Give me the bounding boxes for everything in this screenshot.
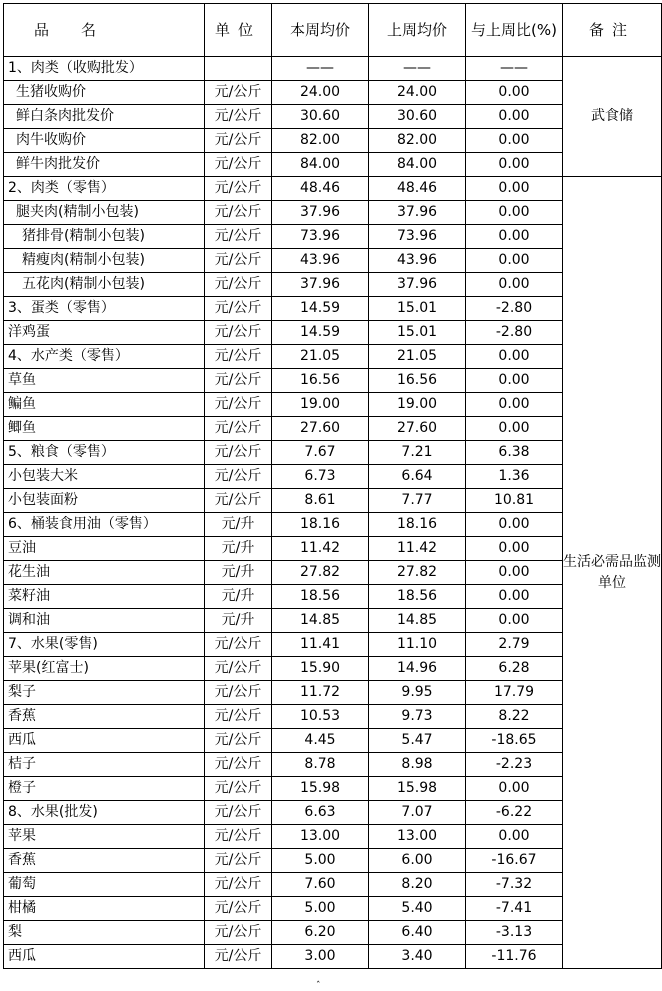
row-this-week: 15.90 [272,657,369,681]
row-name: 苹果(红富士) [4,657,205,681]
table-header [4,4,662,57]
row-last-week: 14.85 [369,609,466,633]
row-compare: -16.67 [466,849,563,873]
row-compare: 6.28 [466,657,563,681]
row-name: 橙子 [4,777,205,801]
header-row [4,4,662,57]
row-last-week: 82.00 [369,129,466,153]
row-name: 腿夹肉(精制小包装) [4,201,205,225]
row-compare: -18.65 [466,729,563,753]
row-this-week: 7.60 [272,873,369,897]
row-this-week: 18.56 [272,585,369,609]
row-name: 8、水果(批发) [4,801,205,825]
row-this-week: 27.82 [272,561,369,585]
row-compare: 6.38 [466,441,563,465]
row-this-week: 24.00 [272,81,369,105]
row-compare: 17.79 [466,681,563,705]
row-name: 豆油 [4,537,205,561]
table-row [4,57,662,81]
row-compare: -7.41 [466,897,563,921]
row-unit: 元/升 [205,561,272,585]
row-last-week: 15.98 [369,777,466,801]
row-name: 香蕉 [4,705,205,729]
row-last-week: 37.96 [369,201,466,225]
row-compare: 0.00 [466,585,563,609]
row-compare: 0.00 [466,369,563,393]
row-this-week: 6.63 [272,801,369,825]
row-name: 菜籽油 [4,585,205,609]
row-unit: 元/公斤 [205,441,272,465]
row-unit: 元/公斤 [205,633,272,657]
row-last-week: 84.00 [369,153,466,177]
row-compare: 0.00 [466,609,563,633]
row-unit: 元/公斤 [205,801,272,825]
row-name: 4、水产类（零售） [4,345,205,369]
row-unit: 元/公斤 [205,177,272,201]
row-compare: 0.00 [466,393,563,417]
row-compare: 1.36 [466,465,563,489]
row-compare: 0.00 [466,105,563,129]
row-last-week: 13.00 [369,825,466,849]
row-compare: 0.00 [466,513,563,537]
row-this-week: 48.46 [272,177,369,201]
row-name: 鲜白条肉批发价 [4,105,205,129]
row-last-week: 6.64 [369,465,466,489]
row-name: 柑橘 [4,897,205,921]
row-unit: 元/公斤 [205,897,272,921]
row-compare: 0.00 [466,225,563,249]
row-unit: 元/升 [205,585,272,609]
row-name: 西瓜 [4,729,205,753]
row-last-week: 11.42 [369,537,466,561]
row-name: 精瘦肉(精制小包装) [4,249,205,273]
row-this-week: 4.45 [272,729,369,753]
row-unit: 元/公斤 [205,129,272,153]
row-unit: 元/公斤 [205,825,272,849]
page-edge-mark: ˆ [316,981,321,991]
row-compare: 0.00 [466,177,563,201]
row-name: 草鱼 [4,369,205,393]
row-name: 苹果 [4,825,205,849]
row-name: 葡萄 [4,873,205,897]
row-name: 肉牛收购价 [4,129,205,153]
row-this-week: —— [272,57,369,81]
row-this-week: 6.20 [272,921,369,945]
row-this-week: 14.59 [272,297,369,321]
row-this-week: 16.56 [272,369,369,393]
row-unit: 元/公斤 [205,945,272,969]
row-last-week: 6.40 [369,921,466,945]
row-last-week: 9.95 [369,681,466,705]
row-compare: 0.00 [466,273,563,297]
row-name: 洋鸡蛋 [4,321,205,345]
row-unit: 元/公斤 [205,393,272,417]
row-last-week: 5.47 [369,729,466,753]
row-this-week: 11.72 [272,681,369,705]
row-last-week: 7.07 [369,801,466,825]
row-last-week: 37.96 [369,273,466,297]
row-this-week: 14.85 [272,609,369,633]
row-last-week: 19.00 [369,393,466,417]
row-last-week: 43.96 [369,249,466,273]
row-unit: 元/公斤 [205,321,272,345]
row-this-week: 21.05 [272,345,369,369]
row-compare: -2.23 [466,753,563,777]
row-name: 鲫鱼 [4,417,205,441]
row-this-week: 18.16 [272,513,369,537]
header-name: 品名 [4,4,205,57]
row-name: 生猪收购价 [4,81,205,105]
row-unit: 元/公斤 [205,201,272,225]
row-name: 梨 [4,921,205,945]
row-compare: -2.80 [466,297,563,321]
row-unit: 元/公斤 [205,369,272,393]
row-last-week: 11.10 [369,633,466,657]
row-last-week: 14.96 [369,657,466,681]
row-unit: 元/公斤 [205,345,272,369]
row-this-week: 19.00 [272,393,369,417]
header-this-week: 本周均价 [272,4,369,57]
row-compare: 0.00 [466,561,563,585]
row-name: 香蕉 [4,849,205,873]
row-unit: 元/公斤 [205,705,272,729]
row-compare: 2.79 [466,633,563,657]
row-last-week: 7.21 [369,441,466,465]
table-row [4,177,662,201]
row-last-week: 3.40 [369,945,466,969]
row-this-week: 11.42 [272,537,369,561]
row-name: 2、肉类（零售） [4,177,205,201]
row-unit: 元/公斤 [205,249,272,273]
row-name: 桔子 [4,753,205,777]
row-unit: 元/公斤 [205,921,272,945]
row-this-week: 30.60 [272,105,369,129]
row-last-week: 15.01 [369,321,466,345]
row-this-week: 8.78 [272,753,369,777]
row-unit: 元/公斤 [205,849,272,873]
row-this-week: 27.60 [272,417,369,441]
remark-group-a: 武食储 [563,57,662,177]
row-unit: 元/公斤 [205,657,272,681]
row-name: 5、粮食（零售） [4,441,205,465]
row-last-week: 27.82 [369,561,466,585]
row-name: 猪排骨(精制小包装) [4,225,205,249]
row-last-week: 15.01 [369,297,466,321]
row-compare: 0.00 [466,417,563,441]
row-unit: 元/公斤 [205,297,272,321]
row-this-week: 37.96 [272,201,369,225]
row-compare: -7.32 [466,873,563,897]
row-name: 鲜牛肉批发价 [4,153,205,177]
row-unit: 元/公斤 [205,873,272,897]
row-name: 3、蛋类（零售） [4,297,205,321]
row-unit: 元/升 [205,513,272,537]
row-this-week: 43.96 [272,249,369,273]
row-last-week: 18.56 [369,585,466,609]
row-unit: 元/公斤 [205,753,272,777]
row-last-week: —— [369,57,466,81]
row-this-week: 84.00 [272,153,369,177]
row-name: 五花肉(精制小包装) [4,273,205,297]
row-compare: 0.00 [466,153,563,177]
row-name: 花生油 [4,561,205,585]
row-last-week: 6.00 [369,849,466,873]
row-unit: 元/公斤 [205,105,272,129]
row-unit: 元/公斤 [205,273,272,297]
row-last-week: 73.96 [369,225,466,249]
row-name: 梨子 [4,681,205,705]
header-compare: 与上周比(%) [466,4,563,57]
row-name: 小包装大米 [4,465,205,489]
row-compare: -6.22 [466,801,563,825]
price-table [3,3,662,969]
row-unit: 元/公斤 [205,81,272,105]
row-unit: 元/公斤 [205,681,272,705]
row-name: 1、肉类（收购批发） [4,57,205,81]
row-unit [205,57,272,81]
row-compare: -2.80 [466,321,563,345]
row-unit: 元/公斤 [205,489,272,513]
row-compare: 8.22 [466,705,563,729]
remark-group-b: 生活必需品监测单位 [563,177,662,969]
row-this-week: 7.67 [272,441,369,465]
row-compare: 0.00 [466,825,563,849]
row-compare: 0.00 [466,537,563,561]
row-unit: 元/公斤 [205,225,272,249]
row-last-week: 18.16 [369,513,466,537]
header-unit: 单位 [205,4,272,57]
row-compare: -11.76 [466,945,563,969]
row-name: 鳊鱼 [4,393,205,417]
row-compare: 10.81 [466,489,563,513]
row-compare: 0.00 [466,345,563,369]
table-body [4,57,662,969]
row-last-week: 27.60 [369,417,466,441]
row-this-week: 5.00 [272,849,369,873]
row-last-week: 8.20 [369,873,466,897]
row-this-week: 3.00 [272,945,369,969]
row-compare: 0.00 [466,249,563,273]
row-unit: 元/公斤 [205,777,272,801]
header-last-week: 上周均价 [369,4,466,57]
row-compare: 0.00 [466,201,563,225]
row-this-week: 6.73 [272,465,369,489]
row-last-week: 9.73 [369,705,466,729]
row-compare: —— [466,57,563,81]
row-this-week: 73.96 [272,225,369,249]
row-name: 7、水果(零售) [4,633,205,657]
row-unit: 元/升 [205,537,272,561]
row-compare: 0.00 [466,81,563,105]
row-name: 调和油 [4,609,205,633]
row-compare: 0.00 [466,777,563,801]
row-this-week: 13.00 [272,825,369,849]
row-this-week: 15.98 [272,777,369,801]
row-unit: 元/升 [205,609,272,633]
row-last-week: 24.00 [369,81,466,105]
row-name: 西瓜 [4,945,205,969]
row-compare: 0.00 [466,129,563,153]
row-unit: 元/公斤 [205,465,272,489]
row-last-week: 16.56 [369,369,466,393]
row-compare: -3.13 [466,921,563,945]
row-unit: 元/公斤 [205,153,272,177]
row-this-week: 8.61 [272,489,369,513]
row-this-week: 11.41 [272,633,369,657]
row-name: 6、桶装食用油（零售） [4,513,205,537]
row-last-week: 8.98 [369,753,466,777]
header-remark: 备注 [563,4,662,57]
row-name: 小包装面粉 [4,489,205,513]
row-this-week: 37.96 [272,273,369,297]
row-unit: 元/公斤 [205,417,272,441]
row-this-week: 82.00 [272,129,369,153]
row-last-week: 5.40 [369,897,466,921]
row-unit: 元/公斤 [205,729,272,753]
row-last-week: 7.77 [369,489,466,513]
row-last-week: 30.60 [369,105,466,129]
row-this-week: 10.53 [272,705,369,729]
row-last-week: 48.46 [369,177,466,201]
row-last-week: 21.05 [369,345,466,369]
row-this-week: 5.00 [272,897,369,921]
row-this-week: 14.59 [272,321,369,345]
